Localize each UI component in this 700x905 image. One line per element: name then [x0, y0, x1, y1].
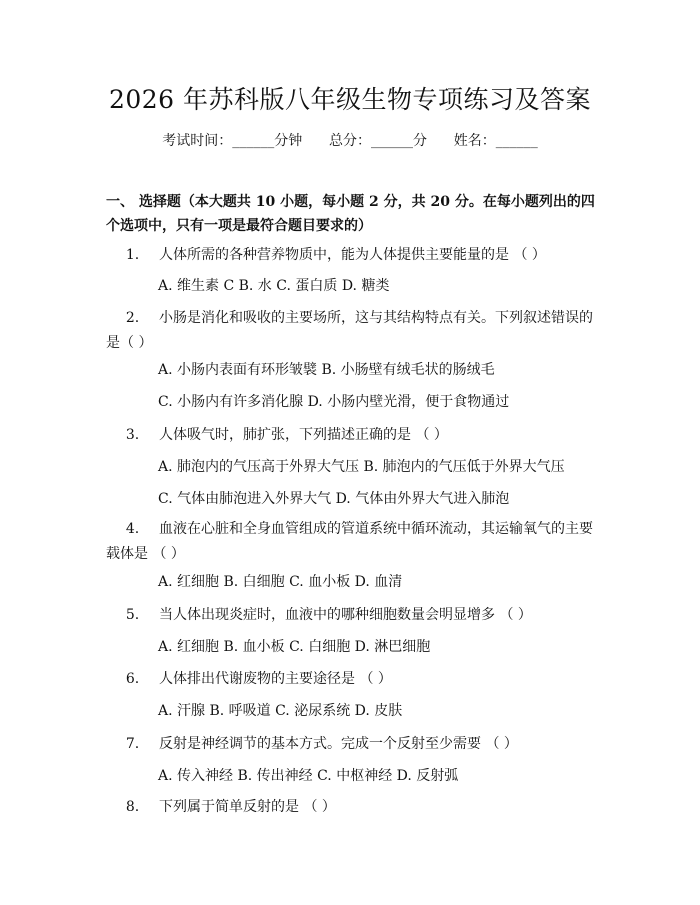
question-6-options: A. 汗腺 B. 呼吸道 C. 泌尿系统 D. 皮肤	[158, 703, 403, 719]
question-number: 3.	[125, 427, 140, 443]
question-1	[106, 244, 546, 264]
question-4	[106, 517, 596, 567]
question-1-options: A. 维生素 C B. 水 C. 蛋白质 D. 糖类	[158, 278, 390, 294]
question-number: 7.	[125, 736, 140, 752]
question-stem: 血液在心脏和全身血管组成的管道系统中循环流动，其运输氧气的主要载体是 （ ）	[106, 521, 593, 562]
question-8	[106, 796, 336, 816]
question-6	[106, 668, 392, 688]
question-stem: 小肠是消化和吸收的主要场所，这与其结构特点有关。下列叙述错误的是（ ）	[106, 310, 593, 351]
question-7-options: A. 传入神经 B. 传出神经 C. 中枢神经 D. 反射弧	[158, 768, 459, 784]
question-stem: 反射是神经调节的基本方式。完成一个反射至少需要 （ ）	[159, 736, 518, 752]
question-stem: 人体排出代谢废物的主要途径是 （ ）	[159, 671, 392, 687]
question-stem: 当人体出现炎症时，血液中的哪种细胞数量会明显增多 （ ）	[159, 607, 532, 623]
question-2	[106, 306, 596, 356]
document-title: 2026 年苏科版八年级生物专项练习及答案	[108, 85, 592, 114]
question-4-options: A. 红细胞 B. 白细胞 C. 血小板 D. 血清	[158, 574, 403, 590]
question-3	[106, 424, 448, 444]
exam-info-line: 考试时间：______分钟 总分：______分 姓名：______	[162, 133, 538, 149]
question-3-options-row1: A. 肺泡内的气压高于外界大气压 B. 肺泡内的气压低于外界大气压	[158, 459, 565, 475]
section-heading: 一、 选择题（本大题共 10 小题，每小题 2 分，共 20 分。在每小题列出的四个选项中，只有一项是最符合题目要求的）	[106, 194, 595, 234]
question-number: 1.	[125, 247, 140, 263]
question-7	[106, 733, 518, 753]
question-number: 6.	[125, 671, 140, 687]
question-3-options-row2: C. 气体由肺泡进入外界大气 D. 气体由外界大气进入肺泡	[158, 491, 510, 507]
question-number: 8.	[125, 799, 140, 815]
question-5-options: A. 红细胞 B. 血小板 C. 白细胞 D. 淋巴细胞	[158, 639, 431, 655]
question-number: 4.	[125, 521, 140, 537]
question-number: 2.	[125, 310, 140, 326]
question-5	[106, 604, 532, 624]
question-stem: 下列属于简单反射的是 （ ）	[159, 799, 336, 815]
question-2-options-row1: A. 小肠内表面有环形皱襞 B. 小肠壁有绒毛状的肠绒毛	[158, 362, 495, 378]
question-2-options-row2: C. 小肠内有许多消化腺 D. 小肠内壁光滑，便于食物通过	[158, 394, 510, 410]
question-stem: 人体吸气时，肺扩张，下列描述正确的是 （ ）	[159, 427, 448, 443]
question-number: 5.	[125, 607, 140, 623]
question-stem: 人体所需的各种营养物质中，能为人体提供主要能量的是 （ ）	[159, 247, 546, 263]
